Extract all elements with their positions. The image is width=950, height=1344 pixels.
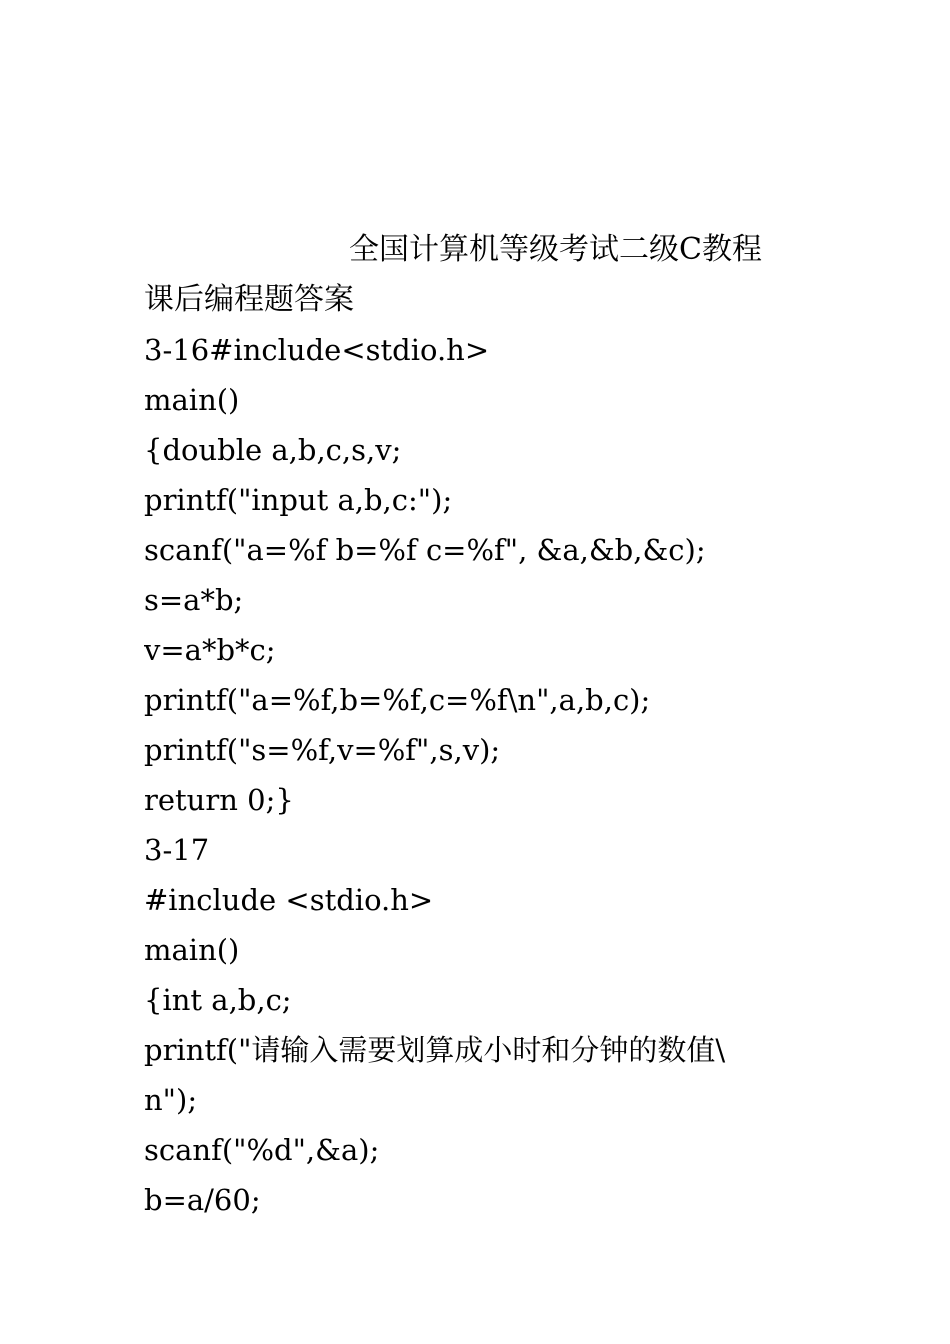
code-line-4: printf("input a,b,c:"); (144, 483, 453, 517)
code-line-6: s=a*b; (144, 583, 244, 617)
code-line-17: scanf("%d",&a); (144, 1133, 380, 1167)
document-subtitle: 课后编程题答案 (144, 282, 354, 317)
code-line-7: v=a*b*c; (144, 633, 276, 667)
code-line-9: printf("s=%f,v=%f",s,v); (144, 733, 501, 767)
code-line-10: return 0;} (144, 783, 294, 817)
document-body (144, 225, 814, 1225)
code-line-16: n"); (144, 1083, 198, 1117)
code-line-5: scanf("a=%f b=%f c=%f", &a,&b,&c); (144, 533, 706, 567)
code-line-2: main() (144, 383, 240, 417)
document-title: 全国计算机等级考试二级C教程 (349, 232, 762, 267)
code-line-1: 3-16#include<stdio.h> (144, 333, 490, 367)
code-line-12: #include <stdio.h> (144, 883, 434, 917)
code-line-15: printf("请输入需要划算成小时和分钟的数值\ (144, 1033, 726, 1067)
code-line-8: printf("a=%f,b=%f,c=%f\n",a,b,c); (144, 683, 651, 717)
code-line-18: b=a/60; (144, 1183, 261, 1217)
code-line-13: main() (144, 933, 240, 967)
code-line-3: {double a,b,c,s,v; (144, 433, 402, 467)
code-line-14: {int a,b,c; (144, 983, 292, 1017)
code-line-11: 3-17 (144, 833, 210, 867)
